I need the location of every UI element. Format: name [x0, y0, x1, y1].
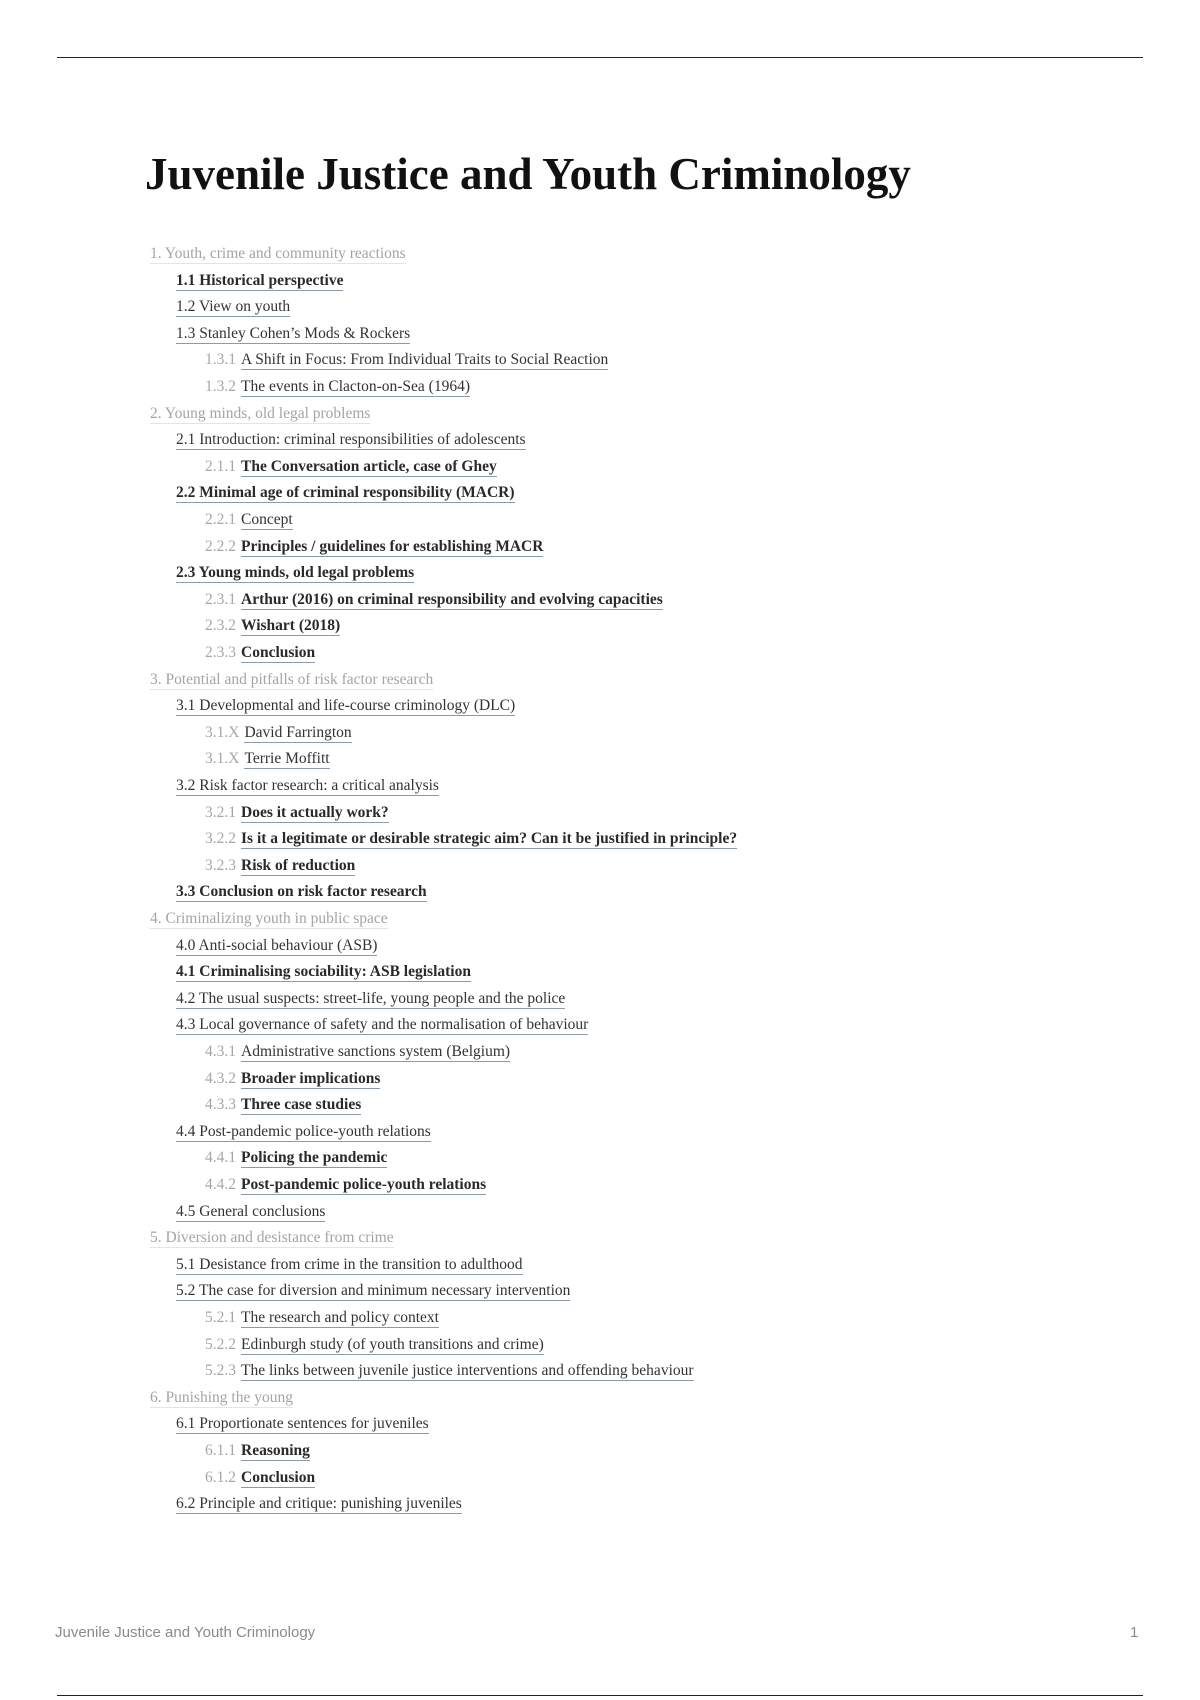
- toc-entry-link[interactable]: Concept: [241, 511, 293, 528]
- toc-entry-link[interactable]: 4.3 Local governance of safety and the normalisation of behaviour: [176, 1016, 589, 1034]
- toc-entry-number: 4.4.1: [205, 1149, 236, 1167]
- toc-entry-link[interactable]: 6. Punishing the young: [150, 1388, 293, 1406]
- toc-entry-link[interactable]: 1.1 Historical perspective: [176, 271, 344, 289]
- toc-entry-level-2: [176, 1493, 462, 1515]
- toc-entry-level-3: [205, 456, 497, 478]
- toc-entry-link[interactable]: A Shift in Focus: From Individual Traits to Social Reaction: [241, 351, 609, 369]
- toc-entry-level-3: [205, 1094, 361, 1116]
- toc-entry-link[interactable]: 4.4 Post-pandemic police-youth relations: [176, 1122, 431, 1140]
- toc-entry-link[interactable]: Policing the pandemic: [241, 1149, 388, 1167]
- toc-entry-level-1: [150, 1387, 293, 1409]
- toc-entry-link[interactable]: 6.1 Proportionate sentences for juveniles: [176, 1415, 429, 1433]
- toc-entry-level-3: [205, 1174, 486, 1196]
- toc-entry-link[interactable]: 4. Criminalizing youth in public space: [150, 910, 388, 927]
- toc-entry-number: 2.3.2: [205, 617, 236, 635]
- toc-entry-number: 1.3.2: [205, 378, 236, 395]
- toc-entry-link[interactable]: Is it a legitimate or desirable strategic aim? Can it be justified in principle?: [241, 830, 738, 848]
- toc-entry-link[interactable]: Does it actually work?: [241, 803, 389, 821]
- toc-entry-link[interactable]: 1. Youth, crime and community reactions: [150, 245, 406, 262]
- toc-entry-link[interactable]: 4.0 Anti-social behaviour (ASB): [176, 936, 378, 954]
- page-title: Juvenile Justice and Youth Criminology: [145, 149, 911, 199]
- toc-entry-link[interactable]: David Farrington: [244, 723, 352, 741]
- toc-entry-level-3: [205, 536, 543, 558]
- toc-entry-level-2: [176, 961, 471, 983]
- toc-entry-level-3: [205, 748, 330, 770]
- toc-entry-level-3: [205, 1467, 315, 1489]
- toc-entry-link[interactable]: Three case studies: [241, 1096, 362, 1114]
- toc-entry-number: 4.3.2: [205, 1069, 236, 1087]
- toc-entry-level-3: [205, 1334, 544, 1356]
- toc-entry-level-3: [205, 1440, 310, 1462]
- toc-entry-level-3: [205, 349, 608, 371]
- toc-entry-level-1: [150, 1227, 394, 1249]
- toc-entry-number: 4.4.2: [205, 1176, 236, 1193]
- top-rule: [57, 57, 1143, 58]
- toc-entry-level-2: [176, 775, 439, 797]
- toc-entry-level-2: [176, 1280, 570, 1302]
- toc-entry-level-3: [205, 1307, 439, 1329]
- toc-entry-number: 2.3.1: [205, 590, 236, 608]
- toc-entry-level-2: [176, 1014, 588, 1036]
- footer-title: Juvenile Justice and Youth Criminology: [55, 1624, 316, 1641]
- toc-entry-level-3: [205, 855, 355, 877]
- toc-entry-link[interactable]: 2.1 Introduction: criminal responsibilities of adolescents: [176, 431, 526, 449]
- toc-entry-link[interactable]: The links between juvenile justice interventions and offending behaviour: [241, 1362, 694, 1380]
- toc-entry-number: 1.3.1: [205, 351, 236, 369]
- toc-entry-number: 3.1.X: [205, 723, 240, 741]
- toc-entry-level-3: [205, 722, 352, 744]
- toc-entry-link[interactable]: Conclusion: [241, 1468, 316, 1486]
- toc-entry-link[interactable]: Wishart (2018): [241, 617, 341, 635]
- toc-entry-link[interactable]: 2.2 Minimal age of criminal responsibility (MACR): [176, 484, 515, 502]
- toc-entry-link[interactable]: 5. Diversion and desistance from crime: [150, 1229, 394, 1247]
- toc-entry-level-2: [176, 482, 515, 504]
- toc-entry-level-3: [205, 589, 663, 611]
- toc-entry-level-3: [205, 1147, 387, 1169]
- toc-entry-link[interactable]: Edinburgh study (of youth transitions and crime): [241, 1335, 544, 1353]
- toc-entry-link[interactable]: 6.2 Principle and critique: punishing juveniles: [176, 1495, 462, 1513]
- toc-entry-level-3: [205, 802, 389, 824]
- toc-entry-link[interactable]: 3.1 Developmental and life-course criminology (DLC): [176, 697, 516, 715]
- toc-entry-number: 2.2.2: [205, 537, 236, 555]
- toc-entry-level-3: [205, 1360, 694, 1382]
- toc-entry-number: 3.2.3: [205, 856, 236, 874]
- toc-entry-link[interactable]: 2.3 Young minds, old legal problems: [176, 564, 415, 582]
- toc-entry-number: 5.2.2: [205, 1335, 236, 1353]
- toc-entry-link[interactable]: Principles / guidelines for establishing MACR: [241, 537, 544, 555]
- toc-entry-number: 2.2.1: [205, 511, 236, 528]
- toc-entry-link[interactable]: Administrative sanctions system (Belgium): [241, 1043, 511, 1060]
- toc-entry-level-3: [205, 642, 315, 664]
- toc-entry-level-1: [150, 243, 406, 265]
- toc-entry-level-2: [176, 1121, 431, 1143]
- toc-entry-link[interactable]: Reasoning: [241, 1442, 310, 1459]
- page-number: 1: [1130, 1624, 1139, 1641]
- toc-entry-level-2: [176, 1201, 325, 1223]
- toc-entry-level-2: [176, 429, 526, 451]
- toc-entry-level-2: [176, 935, 377, 957]
- toc-entry-link[interactable]: The research and policy context: [241, 1309, 439, 1326]
- toc-entry-link[interactable]: 1.2 View on youth: [176, 298, 291, 316]
- toc-entry-level-3: [205, 1068, 380, 1090]
- toc-entry-link[interactable]: Post-pandemic police-youth relations: [241, 1176, 487, 1193]
- toc-entry-link[interactable]: Conclusion: [241, 644, 316, 661]
- toc-entry-number: 5.2.1: [205, 1309, 236, 1326]
- toc-entry-link[interactable]: 3.2 Risk factor research: a critical analysis: [176, 777, 439, 794]
- toc-entry-number: 3.2.1: [205, 803, 236, 821]
- toc-entry-level-2: [176, 323, 410, 345]
- toc-entry-link[interactable]: 1.3 Stanley Cohen’s Mods & Rockers: [176, 324, 411, 342]
- toc-entry-link[interactable]: 4.5 General conclusions: [176, 1202, 326, 1220]
- toc-entry-level-3: [205, 828, 737, 850]
- toc-entry-link[interactable]: 3. Potential and pitfalls of risk factor research: [150, 670, 434, 688]
- toc-entry-level-2: [176, 1254, 523, 1276]
- toc-entry-number: 6.1.2: [205, 1468, 236, 1486]
- toc-entry-level-2: [176, 881, 427, 903]
- toc-entry-link[interactable]: The Conversation article, case of Ghey: [241, 457, 497, 475]
- toc-entry-level-3: [205, 1041, 510, 1063]
- toc-entry-level-2: [176, 695, 515, 717]
- toc-entry-level-1: [150, 403, 370, 425]
- toc-entry-link[interactable]: Arthur (2016) on criminal responsibility and evolving capacities: [241, 590, 663, 608]
- toc-entry-number: 4.3.3: [205, 1096, 236, 1114]
- toc-entry-number: 2.3.3: [205, 644, 236, 661]
- toc-entry-level-2: [176, 1413, 429, 1435]
- toc-entry-number: 5.2.3: [205, 1362, 236, 1380]
- toc-entry-level-2: [176, 988, 565, 1010]
- toc-entry-link[interactable]: 3.3 Conclusion on risk factor research: [176, 883, 427, 901]
- toc-entry-link[interactable]: Terrie Moffitt: [244, 750, 330, 768]
- toc-entry-level-2: [176, 562, 414, 584]
- toc-entry-link[interactable]: Risk of reduction: [241, 856, 356, 874]
- toc-entry-link[interactable]: 4.1 Criminalising sociability: ASB legislation: [176, 963, 471, 981]
- toc-entry-level-2: [176, 296, 290, 318]
- toc-entry-link[interactable]: 2. Young minds, old legal problems: [150, 404, 371, 422]
- toc-entry-level-3: [205, 376, 470, 398]
- toc-entry-number: 2.1.1: [205, 457, 236, 475]
- toc-entry-link[interactable]: Broader implications: [241, 1069, 381, 1087]
- toc-entry-level-1: [150, 908, 388, 930]
- toc-entry-link[interactable]: 4.2 The usual suspects: street-life, young people and the police: [176, 989, 566, 1007]
- toc-entry-number: 3.1.X: [205, 750, 240, 768]
- toc-entry-level-1: [150, 669, 433, 691]
- toc-entry-number: 4.3.1: [205, 1043, 236, 1060]
- toc-entry-link[interactable]: 5.1 Desistance from crime in the transition to adulthood: [176, 1255, 523, 1273]
- toc-entry-number: 6.1.1: [205, 1442, 236, 1459]
- toc-entry-link[interactable]: The events in Clacton-on-Sea (1964): [241, 378, 470, 395]
- toc-entry-link[interactable]: 5.2 The case for diversion and minimum necessary intervention: [176, 1282, 571, 1300]
- toc-entry-level-3: [205, 615, 340, 637]
- bottom-rule: [57, 1695, 1143, 1696]
- toc-entry-level-3: [205, 509, 293, 531]
- toc-entry-number: 3.2.2: [205, 830, 236, 848]
- toc-entry-level-2: [176, 270, 343, 292]
